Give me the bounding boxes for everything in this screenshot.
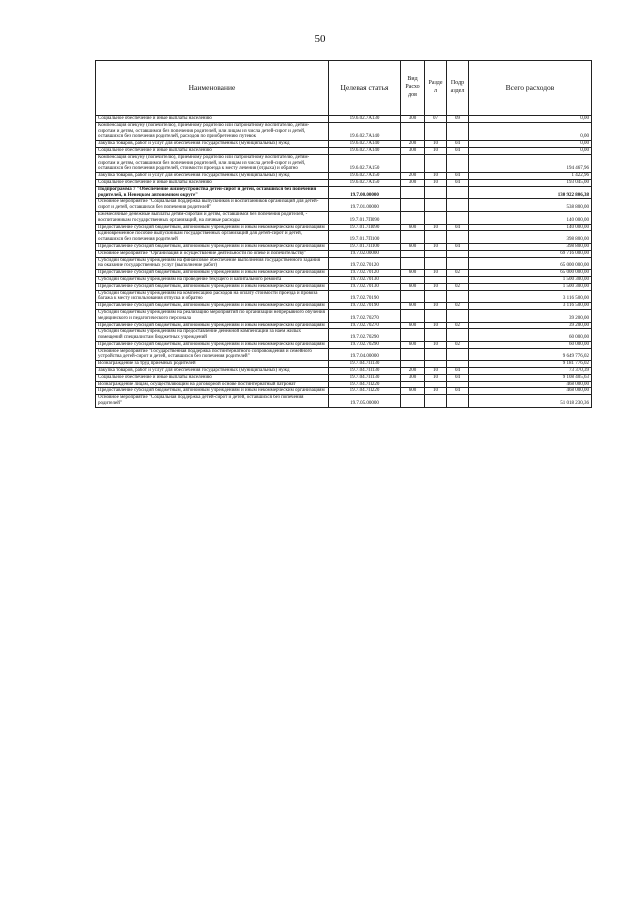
cell-name: Основное мероприятие "Организация и осуществление деятельности по опеке и попечительству"	[96, 250, 329, 257]
cell-section: 10	[425, 173, 447, 180]
cell-total: 39 200,00	[469, 309, 592, 322]
cell-total: 468 000,00	[469, 381, 592, 388]
budget-table	[95, 60, 592, 408]
cell-name: Предоставление субсидий бюджетным, автономным учреждениям и иным некоммерческим организациям	[96, 388, 329, 395]
cell-name: Социальное обеспечение и иные выплаты населению	[96, 147, 329, 154]
cell-subsection	[447, 199, 469, 212]
table-row	[96, 276, 592, 283]
table-row	[96, 329, 592, 342]
cell-subsection	[447, 231, 469, 244]
header-total: Всего расходов	[469, 61, 592, 116]
cell-expense-kind	[401, 361, 425, 368]
cell-expense-kind	[401, 309, 425, 322]
cell-target-article: 19.7.04.7П130	[329, 374, 401, 381]
cell-target-article: 19.7.04.00000	[329, 348, 401, 361]
cell-total: 3 116 500,00	[469, 290, 592, 303]
table-row	[96, 368, 592, 375]
cell-total: 0,00	[469, 141, 592, 148]
cell-subsection: 04	[447, 173, 469, 180]
cell-name: Субсидии бюджетным учреждениям на реализацию мероприятий по организации непрерывного обучения медицинского и педагогического персонала	[96, 309, 329, 322]
cell-subsection	[447, 381, 469, 388]
cell-subsection	[447, 329, 469, 342]
table-row	[96, 388, 592, 395]
cell-expense-kind: 200	[401, 141, 425, 148]
cell-name: Компенсация опекуну (попечителю), приемному родителю или патронатному воспитателю, детям-сиротам и детям, оставшимся без попечения родителей, или лицам из числа детей-сирот и детей, оставшихся без попечения родителей, стоимости проезда к месту лечения (отдыха) и обратно	[96, 154, 329, 172]
cell-subsection	[447, 276, 469, 283]
cell-total: 140 000,00	[469, 211, 592, 224]
cell-expense-kind: 600	[401, 270, 425, 277]
table-row	[96, 122, 592, 140]
cell-section	[425, 211, 447, 224]
cell-total: 468 000,00	[469, 388, 592, 395]
cell-section: 10	[425, 179, 447, 186]
cell-target-article: 19.7.02.70290	[329, 329, 401, 342]
cell-target-article: 19.7.02.70130	[329, 283, 401, 290]
cell-subsection	[447, 257, 469, 270]
cell-total: 1 500 300,00	[469, 276, 592, 283]
table-row	[96, 257, 592, 270]
table-row	[96, 141, 592, 148]
cell-subsection	[447, 290, 469, 303]
cell-section: 10	[425, 368, 447, 375]
cell-name: Вознаграждение лицам, осуществляющим на договорной основе постинтернатный патронат	[96, 381, 329, 388]
cell-expense-kind	[401, 276, 425, 283]
table-row	[96, 179, 592, 186]
table-row	[96, 322, 592, 329]
cell-target-article: 19.6.02.7А150	[329, 154, 401, 172]
table-row	[96, 211, 592, 224]
cell-subsection: 04	[447, 224, 469, 231]
cell-target-article: 19.7.05.00000	[329, 395, 401, 408]
cell-subsection: 04	[447, 243, 469, 250]
cell-name: Социальное обеспечение и иные выплаты населению	[96, 374, 329, 381]
cell-section: 10	[425, 224, 447, 231]
cell-target-article: 19.7.02.70290	[329, 341, 401, 348]
cell-expense-kind	[401, 231, 425, 244]
table-row	[96, 199, 592, 212]
table-row	[96, 395, 592, 408]
cell-total: 538 800,00	[469, 199, 592, 212]
cell-total: 9 181 776,02	[469, 361, 592, 368]
cell-expense-kind: 300	[401, 116, 425, 123]
cell-target-article: 19.7.04.7П220	[329, 388, 401, 395]
cell-total: 398 800,00	[469, 231, 592, 244]
table-row	[96, 270, 592, 277]
cell-expense-kind	[401, 395, 425, 408]
cell-subsection: 04	[447, 374, 469, 381]
cell-name: Предоставление субсидий бюджетным, автономным учреждениям и иным некоммерческим организациям	[96, 224, 329, 231]
cell-section	[425, 154, 447, 172]
cell-subsection: 04	[447, 179, 469, 186]
cell-section	[425, 231, 447, 244]
cell-subsection: 04	[447, 147, 469, 154]
table-row	[96, 303, 592, 310]
cell-section: 10	[425, 322, 447, 329]
cell-subsection: 09	[447, 116, 469, 123]
cell-subsection: 04	[447, 388, 469, 395]
cell-target-article: 19.6.02.7А140	[329, 147, 401, 154]
cell-section	[425, 309, 447, 322]
cell-target-article: 19.7.02.70190	[329, 303, 401, 310]
cell-name: Ежемесячные денежные выплаты детям-сиротам и детям, оставшимся без попечения родителей, - воспитанникам государственных организаций, на личные расходы	[96, 211, 329, 224]
cell-section: 10	[425, 341, 447, 348]
cell-name: Основное мероприятие "Социальная поддержка детей-сирот и детей, оставшихся без попечения родителей"	[96, 395, 329, 408]
cell-expense-kind	[401, 257, 425, 270]
cell-expense-kind: 600	[401, 388, 425, 395]
cell-target-article: 19.7.01.7П100	[329, 231, 401, 244]
cell-name: Предоставление субсидий бюджетным, автономным учреждениям и иным некоммерческим организациям	[96, 341, 329, 348]
cell-section: 10	[425, 141, 447, 148]
cell-total: 1 500 300,00	[469, 283, 592, 290]
cell-expense-kind	[401, 211, 425, 224]
cell-target-article: 19.7.01.00000	[329, 199, 401, 212]
cell-total: 0,00	[469, 147, 592, 154]
cell-target-article: 19.7.04.7П220	[329, 381, 401, 388]
cell-target-article: 19.6.02.7А140	[329, 141, 401, 148]
cell-subsection	[447, 250, 469, 257]
cell-name: Закупка товаров, работ и услуг для обеспечения государственных (муниципальных) нужд	[96, 368, 329, 375]
cell-target-article: 19.7.02.70270	[329, 309, 401, 322]
cell-section: 10	[425, 283, 447, 290]
cell-total: 194 467,96	[469, 154, 592, 172]
cell-expense-kind	[401, 122, 425, 140]
cell-target-article: 19.7.04.7П130	[329, 361, 401, 368]
cell-expense-kind: 600	[401, 322, 425, 329]
cell-total: 1 422,96	[469, 173, 592, 180]
cell-name: Субсидии бюджетным учреждениям на компенсацию расходов на оплату стоимости проезда и провоза багажа к месту использования отпуска и обратно	[96, 290, 329, 303]
cell-expense-kind: 600	[401, 283, 425, 290]
cell-name: Субсидии бюджетным учреждениям на предоставление денежной компенсации за наём жилых помещений специалистам бюджетных учреждений	[96, 329, 329, 342]
table-row	[96, 290, 592, 303]
cell-total: 73 370,39	[469, 368, 592, 375]
cell-subsection	[447, 186, 469, 199]
table-header-row	[96, 61, 592, 116]
table-row	[96, 231, 592, 244]
header-target-article: Целевая статья	[329, 61, 401, 116]
cell-total: 3 116 500,00	[469, 303, 592, 310]
cell-subsection: 02	[447, 283, 469, 290]
table-row	[96, 250, 592, 257]
cell-total: 60 000,00	[469, 341, 592, 348]
cell-expense-kind	[401, 381, 425, 388]
cell-section: 10	[425, 270, 447, 277]
cell-name: Подпрограмма 7 "Обеспечение жизнеустройства детей-сирот и детей, оставшихся без попечения родителей, в Ненецком автономном округе"	[96, 186, 329, 199]
cell-target-article: 19.7.02.70190	[329, 290, 401, 303]
cell-section	[425, 186, 447, 199]
cell-expense-kind: 200	[401, 368, 425, 375]
cell-name: Субсидии бюджетным учреждениям на проведение текущего и капитального ремонта	[96, 276, 329, 283]
cell-name: Закупка товаров, работ и услуг для обеспечения государственных (муниципальных) нужд	[96, 173, 329, 180]
cell-expense-kind	[401, 348, 425, 361]
cell-section	[425, 122, 447, 140]
cell-name: Компенсация опекуну (попечителю), приемному родителю или патронатному воспитателю, детям-сиротам и детям, оставшимся без попечения родителей, или лицам из числа детей-сирот и детей, оставшихся без попечения родителей, расходов по приобретению путевок	[96, 122, 329, 140]
cell-expense-kind: 600	[401, 243, 425, 250]
cell-total: 193 045,00	[469, 179, 592, 186]
cell-total: 51 018 230,36	[469, 395, 592, 408]
cell-section	[425, 276, 447, 283]
header-expense-kind: Вид Расхо дов	[401, 61, 425, 116]
cell-subsection	[447, 122, 469, 140]
cell-section	[425, 250, 447, 257]
cell-section: 10	[425, 243, 447, 250]
cell-total: 9 649 776,02	[469, 348, 592, 361]
cell-target-article: 19.7.02.70120	[329, 257, 401, 270]
cell-expense-kind	[401, 199, 425, 212]
cell-subsection	[447, 211, 469, 224]
cell-section: 10	[425, 388, 447, 395]
cell-target-article: 19.7.02.70120	[329, 270, 401, 277]
table-row	[96, 348, 592, 361]
cell-expense-kind: 300	[401, 374, 425, 381]
table-row	[96, 243, 592, 250]
cell-target-article: 19.6.02.7А150	[329, 173, 401, 180]
cell-section	[425, 199, 447, 212]
table-row	[96, 309, 592, 322]
cell-subsection	[447, 348, 469, 361]
cell-name: Предоставление субсидий бюджетным, автономным учреждениям и иным некоммерческим организациям	[96, 322, 329, 329]
cell-expense-kind	[401, 250, 425, 257]
cell-expense-kind	[401, 329, 425, 342]
cell-target-article: 19.7.01.7П090	[329, 211, 401, 224]
cell-name: Вознаграждение за труд приемных родителей	[96, 361, 329, 368]
cell-target-article: 19.7.02.70270	[329, 322, 401, 329]
table-row	[96, 186, 592, 199]
cell-target-article: 19.6.02.7А140	[329, 122, 401, 140]
cell-section: 07	[425, 116, 447, 123]
cell-name: Предоставление субсидий бюджетным, автономным учреждениям и иным некоммерческим организациям	[96, 283, 329, 290]
cell-target-article: 19.6.02.7А130	[329, 116, 401, 123]
table-row	[96, 361, 592, 368]
table-row	[96, 283, 592, 290]
cell-name: Основное мероприятие "Государственная поддержка постинтернатного сопровождения и семейного устройства детей-сирот и детей, оставшихся без попечения родителей"	[96, 348, 329, 361]
cell-subsection: 02	[447, 341, 469, 348]
cell-total: 140 000,00	[469, 224, 592, 231]
cell-section	[425, 257, 447, 270]
cell-target-article: 19.7.04.7П130	[329, 368, 401, 375]
cell-expense-kind: 600	[401, 224, 425, 231]
cell-expense-kind	[401, 186, 425, 199]
cell-subsection: 02	[447, 303, 469, 310]
cell-expense-kind: 600	[401, 341, 425, 348]
cell-total: 0,00	[469, 116, 592, 123]
cell-subsection	[447, 309, 469, 322]
cell-target-article: 19.7.01.7П090	[329, 224, 401, 231]
cell-subsection	[447, 395, 469, 408]
cell-section	[425, 329, 447, 342]
cell-name: Предоставление субсидий бюджетным, автономным учреждениям и иным некоммерческим организациям	[96, 243, 329, 250]
cell-subsection: 02	[447, 322, 469, 329]
cell-target-article: 19.7.01.7П100	[329, 243, 401, 250]
cell-section	[425, 395, 447, 408]
cell-expense-kind: 200	[401, 173, 425, 180]
cell-expense-kind	[401, 154, 425, 172]
cell-expense-kind: 300	[401, 179, 425, 186]
cell-total: 65 000 000,00	[469, 257, 592, 270]
cell-section: 10	[425, 374, 447, 381]
cell-total: 9 108 405,63	[469, 374, 592, 381]
cell-expense-kind	[401, 290, 425, 303]
table-row	[96, 381, 592, 388]
cell-name: Субсидии бюджетным учреждениям на финансовое обеспечение выполнения государственного задания на оказание государственных услуг (выполнение работ)	[96, 257, 329, 270]
cell-expense-kind: 300	[401, 147, 425, 154]
table-row	[96, 173, 592, 180]
table-row	[96, 116, 592, 123]
table-row	[96, 341, 592, 348]
cell-section	[425, 381, 447, 388]
cell-target-article: 19.6.02.7А150	[329, 179, 401, 186]
cell-subsection	[447, 361, 469, 368]
cell-total: 65 000 000,00	[469, 270, 592, 277]
header-subsection: Подр аздел	[447, 61, 469, 116]
page-number: 50	[314, 33, 326, 45]
cell-section: 10	[425, 303, 447, 310]
cell-section	[425, 290, 447, 303]
cell-total: 60 000,00	[469, 329, 592, 342]
table-row	[96, 154, 592, 172]
cell-total: 130 922 806,38	[469, 186, 592, 199]
cell-name: Социальное обеспечение и иные выплаты населению	[96, 179, 329, 186]
cell-name: Социальное обеспечение и иные выплаты населению	[96, 116, 329, 123]
cell-total: 398 800,00	[469, 243, 592, 250]
table-row	[96, 374, 592, 381]
cell-total: 39 200,00	[469, 322, 592, 329]
table-row	[96, 224, 592, 231]
cell-name: Предоставление субсидий бюджетным, автономным учреждениям и иным некоммерческим организациям	[96, 303, 329, 310]
cell-section	[425, 348, 447, 361]
cell-name: Закупка товаров, работ и услуг для обеспечения государственных (муниципальных) нужд	[96, 141, 329, 148]
cell-target-article: 19.7.02.70130	[329, 276, 401, 283]
cell-total: 69 716 000,00	[469, 250, 592, 257]
table-row	[96, 147, 592, 154]
header-name: Наименование	[96, 61, 329, 116]
cell-subsection: 02	[447, 270, 469, 277]
cell-name: Основное мероприятие "Социальная поддержка выпускников и воспитанников организаций для детей-сирот и детей, оставшихся без попечения родителей"	[96, 199, 329, 212]
cell-name: Предоставление субсидий бюджетным, автономным учреждениям и иным некоммерческим организациям	[96, 270, 329, 277]
cell-subsection: 04	[447, 141, 469, 148]
cell-target-article: 19.7.00.00000	[329, 186, 401, 199]
cell-target-article: 19.7.02.00000	[329, 250, 401, 257]
header-section: Разде л	[425, 61, 447, 116]
cell-name: Единовременное пособие выпускникам государственных организаций для детей-сирот и детей, оставшихся без попечения родителей	[96, 231, 329, 244]
cell-subsection: 04	[447, 368, 469, 375]
cell-section	[425, 361, 447, 368]
cell-subsection	[447, 154, 469, 172]
cell-expense-kind: 600	[401, 303, 425, 310]
cell-section: 10	[425, 147, 447, 154]
cell-total: 0,00	[469, 122, 592, 140]
